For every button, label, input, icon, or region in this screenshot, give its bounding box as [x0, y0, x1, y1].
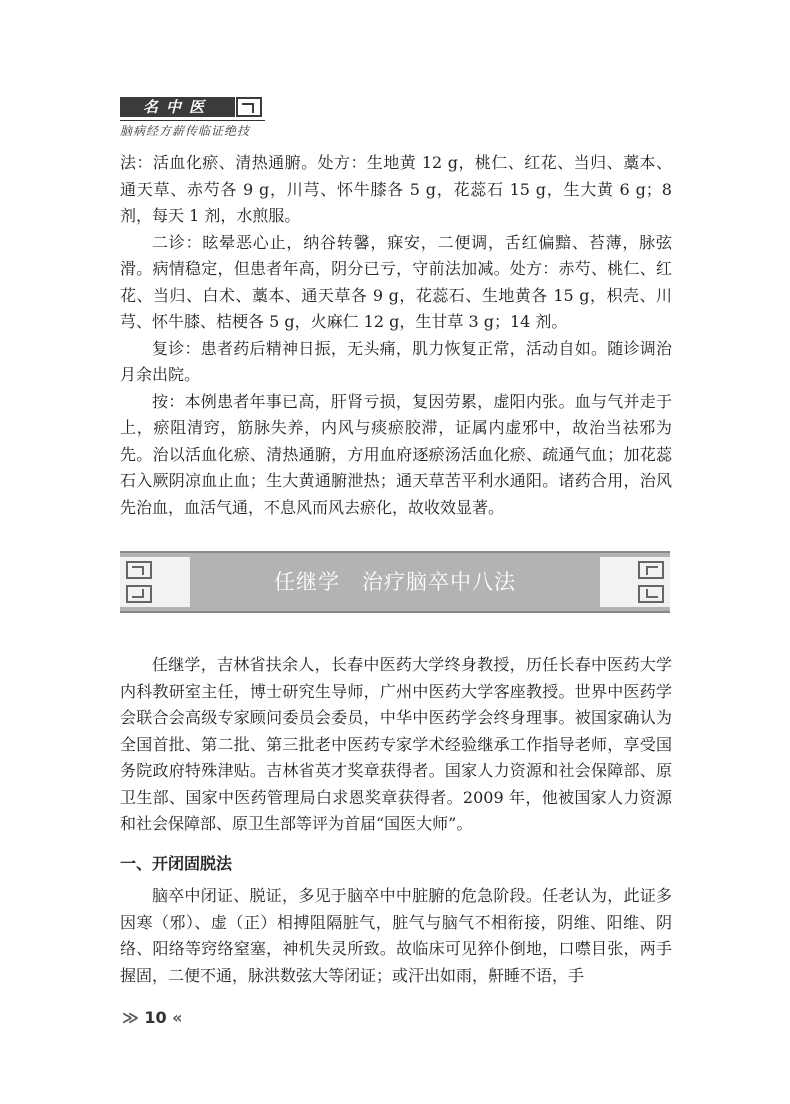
fret-ornament-icon: [638, 561, 664, 579]
paragraph-subsection: 脑卒中闭证、脱证，多见于脑卒中中脏腑的危急阶段。任老认为，此证多因寒（邪）、虚（正）相搏阻隔脏气，脏气与脑气不相衔接，阴维、阳维、阴络、阳络等窍络窒塞，神机失灵所致。故临床可见猝仆倒地，口噤目张，两手握固，二便不通，脉洪数弦大等闭证；或汗出如雨，鼾睡不语，手: [120, 886, 672, 985]
section-banner: [120, 551, 670, 613]
page-mark-left-icon: ≫: [122, 1008, 139, 1027]
bio-block: [120, 652, 672, 838]
header-subtitle: 脑病经方薪传临证绝技: [120, 124, 251, 138]
page-mark-right-icon: «: [172, 1008, 183, 1027]
top-text-block: [120, 150, 672, 521]
section-title: 任继学 治疗脑卒中八法: [274, 570, 516, 594]
page-number: 10: [144, 1008, 167, 1027]
paragraph-second-visit: 二诊：眩晕恶心止，纳谷转馨，寐安，二便调，舌红偏黯、苔薄，脉弦滑。病情稳定，但患者年高，阴分已亏，守前法加减。处方：赤芍、桃仁、红花、当归、白术、藁本、通天草各 9 g，花蕊石、生地黄各 15 g，枳壳、川芎、怀牛膝、桔梗各 5 g，火麻仁 12 g，生甘草 3 g；14 剂。: [120, 232, 672, 331]
banner-ornament-left: [120, 557, 190, 607]
subsection-heading: 一、开闭固脱法: [120, 854, 233, 873]
paragraph-commentary: 按：本例患者年事已高，肝肾亏损，复因劳累，虚阳内张。血与气并走于上，瘀阻清窍，筋脉失养，内风与痰瘀胶滞，证属内虚邪中，故治当祛邪为先。治以活血化瘀、清热通腑，方用血府逐瘀汤活血化瘀、疏通气血；加花蕊石入厥阴凉血止血；生大黄通腑泄热；通天草苦平利水通阳。诸药合用，治风先治血，血活气通，不息风而风去瘀化，故收效显著。: [120, 391, 672, 517]
fret-ornament-icon: [638, 585, 664, 603]
subsection-block: [120, 883, 672, 989]
paragraph-biography: 任继学，吉林省扶余人，长春中医药大学终身教授，历任长春中医药大学内科教研室主任，博士研究生导师，广州中医药大学客座教授。世界中医药学会联合会高级专家顾问委员会委员，中华中医药学会终身理事。被国家确认为全国首批、第二批、第三批老中医药专家学术经验继承工作指导老师，享受国务院政府特殊津贴。吉林省英才奖章获得者。国家人力资源和社会保障部、原卫生部、国家中医药管理局白求恩奖章获得者。2009 年，他被国家人力资源和社会保障部、原卫生部等评为首届“国医大师”。: [120, 655, 672, 833]
fret-ornament-icon: [126, 561, 152, 579]
header-brand: 名中医: [120, 97, 235, 117]
fret-ornament-icon: [236, 97, 262, 117]
fret-ornament-icon: [126, 585, 152, 603]
banner-ornament-right: [600, 557, 670, 607]
page-footer: [122, 1008, 183, 1027]
paragraph-treatment: 法：活血化瘀、清热通腑。处方：生地黄 12 g，桃仁、红花、当归、藁本、通天草、赤芍各 9 g，川芎、怀牛膝各 5 g，花蕊石 15 g，生大黄 6 g；8 剂，每天 1 剂，水煎服。: [120, 153, 672, 225]
paragraph-follow-up: 复诊：患者药后精神日振，无头痛，肌力恢复正常，活动自如。随诊调治月余出院。: [120, 338, 672, 384]
header-rule: [120, 120, 265, 121]
